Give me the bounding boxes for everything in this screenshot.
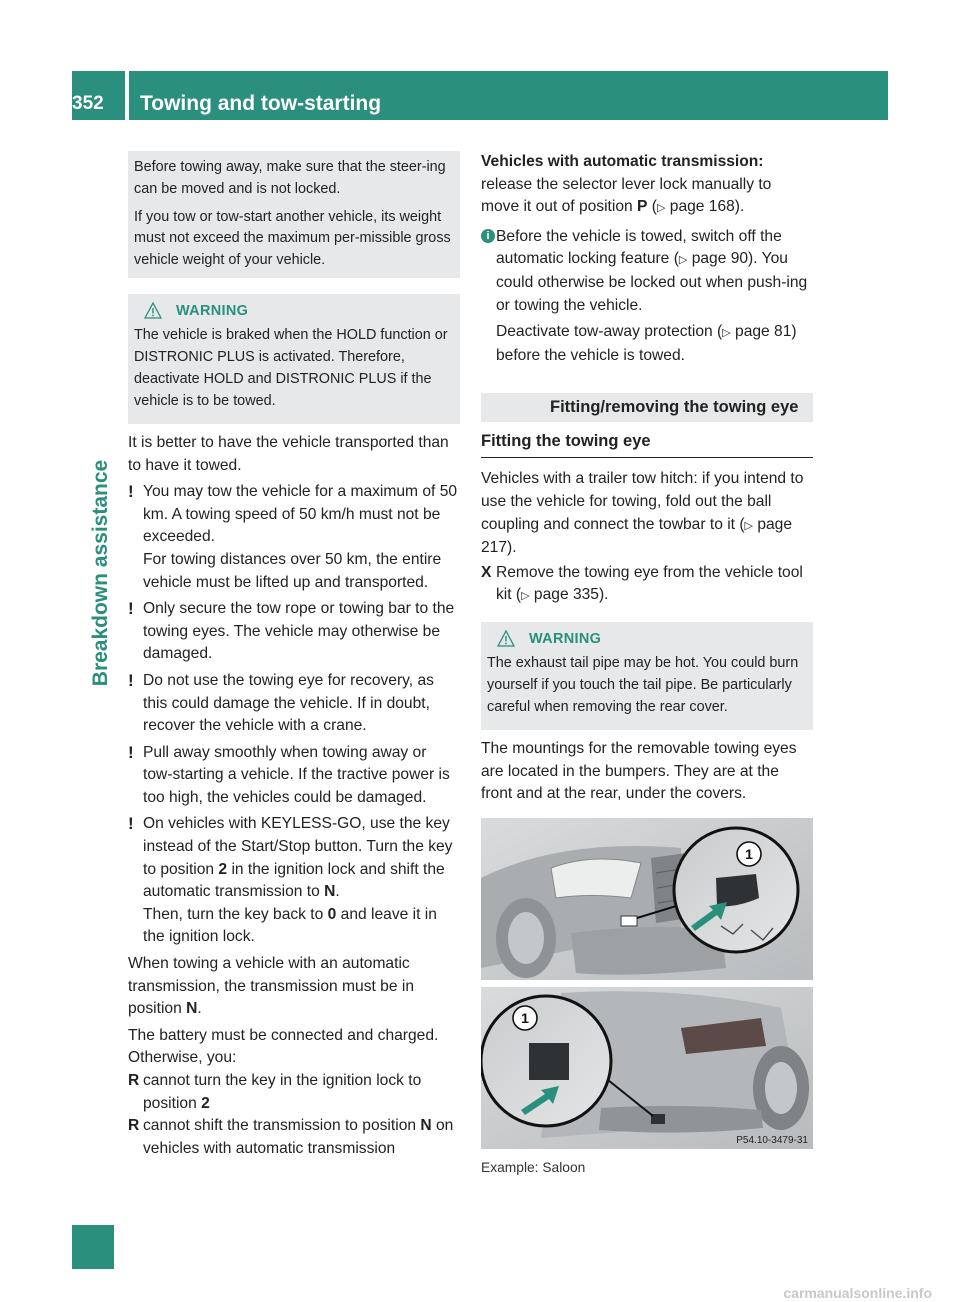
page-ref-arrow-icon: ▷ (722, 327, 731, 340)
figure-caption: Example: Saloon (481, 1159, 586, 1175)
bullet-icon: R (128, 1072, 140, 1090)
car-bumper-illustration (481, 818, 813, 1149)
warning-label: WARNING (529, 630, 602, 647)
auto-transmission-text: When towing a vehicle with an automatic transmission, the transmission must be in position N. (128, 955, 414, 1018)
note-exclamation-icon: ! (128, 742, 134, 762)
note-item (128, 481, 460, 594)
note-text: Only secure the tow rope or towing bar to the towing eyes. The vehicle may otherwise be damaged. (143, 600, 455, 663)
chapter-marker-block (72, 1225, 114, 1269)
warning-box (481, 622, 813, 730)
page-reference-link[interactable]: page 168). (665, 198, 745, 216)
bullet-icon: R (128, 1117, 140, 1135)
note-text: Pull away smoothly when towing away or tow-starting a vehicle. If the tractive power is too high, the vehicles could be damaged. (143, 743, 450, 806)
note-exclamation-icon: ! (128, 670, 134, 690)
position-value: 0 (327, 905, 337, 923)
warning-header (487, 628, 806, 650)
section-heading: Fitting/removing the towing eye (481, 393, 813, 422)
page-number: 352 (72, 93, 104, 114)
right-column (481, 151, 813, 1179)
info-note (481, 226, 813, 368)
page-ref-arrow-icon: ▷ (656, 202, 666, 215)
note-item (128, 670, 460, 738)
callout-number-rear: 1 (521, 1009, 529, 1026)
note-subtext: For towing distances over 50 km, the entire vehicle must be lifted up and transported. (143, 550, 442, 591)
battery-text: The battery must be connected and charged. Otherwise, you: (128, 1026, 439, 1067)
warning-label: WARNING (176, 302, 249, 319)
chapter-tab-label: Breakdown assistance (89, 459, 112, 687)
note-exclamation-icon: ! (128, 814, 134, 834)
note-text: You may tow the vehicle for a maximum of 50 km. A towing speed of 50 km/h must not be exceeded. (143, 483, 458, 546)
warning-triangle-icon (144, 302, 162, 319)
step-item: X Remove the towing eye from the vehicle tool kit (▷ page 335). (481, 563, 803, 604)
mountings-text: The mountings for the removable towing eyes are located in the bumpers. They are at the front and at the rear, under the covers. (481, 739, 797, 803)
warning-triangle-icon (497, 630, 515, 647)
header-divider (125, 71, 129, 120)
page-reference-link[interactable]: page 335). (529, 586, 609, 604)
warning-text: The vehicle is braked when the HOLD function or DISTRONIC PLUS is activated. Therefore, deactivate HOLD and DISTRONIC PLUS if the vehicle is to be towed. (134, 326, 448, 409)
note-subtext: Then, turn the key back to 0 and leave it in the ignition lock. (143, 905, 437, 946)
info-icon: i (481, 229, 495, 243)
towing-eye-figure (481, 818, 813, 1149)
note-exclamation-icon: ! (128, 482, 134, 502)
watermark: carmanualsonline.info (783, 1285, 932, 1301)
list-item: R cannot turn the key in the ignition lock to position 2 (128, 1072, 422, 1112)
paragraph-heading: Vehicles with automatic transmission: (481, 153, 764, 170)
info-subtext: Deactivate tow-away protection (▷ page 81) before the vehicle is towed. (496, 323, 797, 364)
page-ref-arrow-icon: ▷ (521, 590, 530, 603)
page-reference-link[interactable]: page 217). (481, 515, 793, 557)
auto-transmission-paragraph: Vehicles with automatic transmission: release the selector lever lock manually to move it out of position P (▷ page 168). (481, 153, 772, 216)
step-arrow-icon: X (481, 563, 492, 581)
info-text: Before the vehicle is towed, switch off the automatic locking feature (▷ page 90). You could otherwise be locked out when push-ing or towing the vehicle. (496, 227, 808, 314)
note-item (128, 742, 460, 810)
note-text: On vehicles with KEYLESS-GO, use the key instead of the Start/Stop button. Turn the key to position 2 in the ignition lock and shift the automatic transmission to N. (143, 815, 453, 901)
warning-box (128, 294, 460, 424)
note-item (128, 598, 460, 666)
chapter-tab[interactable] (88, 448, 114, 698)
note-text: Do not use the towing eye for recovery, as this could damage the vehicle. If in doubt, recover the vehicle with a crane. (143, 671, 434, 735)
page-reference-link[interactable]: page 81) before the vehicle is towed. (496, 323, 797, 364)
intro-paragraph: Before towing away, make sure that the steer-ing can be moved and is not locked. (134, 159, 446, 197)
page-ref-arrow-icon: ▷ (678, 254, 688, 267)
page-reference-link[interactable]: page 90). You could otherwise be locked out when push-ing or towing the vehicle. (496, 250, 808, 314)
list-item: R cannot shift the transmission to position N on vehicles with automatic transmission (128, 1117, 454, 1157)
hitch-text: Vehicles with a trailer tow hitch: if you intend to use the vehicle for towing, fold out the ball coupling and connect the towbar to it (▷ page 217). (481, 470, 804, 557)
subsection-heading: Fitting the towing eye (481, 430, 813, 458)
left-column (128, 151, 460, 1160)
intro-paragraph: If you tow or tow-start another vehicle, its weight must not exceed the maximum per-missible gross vehicle weight of your vehicle. (134, 208, 451, 269)
keyless-note (128, 813, 460, 949)
transport-text: It is better to have the vehicle transported than to have it towed. (128, 433, 449, 474)
position-value: 2 (218, 860, 228, 878)
page-ref-arrow-icon: ▷ (744, 519, 753, 532)
note-exclamation-icon: ! (128, 599, 134, 619)
warning-text: The exhaust tail pipe may be hot. You could burn yourself if you touch the tail pipe. Be particularly careful when removing the rear cover. (487, 654, 799, 715)
callout-number-front: 1 (745, 845, 753, 862)
intro-box (128, 151, 460, 278)
figure-code: P54.10-3479-31 (736, 1134, 808, 1146)
page-title: Towing and tow-starting (140, 92, 382, 115)
position-value: N (324, 883, 336, 901)
warning-header (134, 300, 453, 322)
